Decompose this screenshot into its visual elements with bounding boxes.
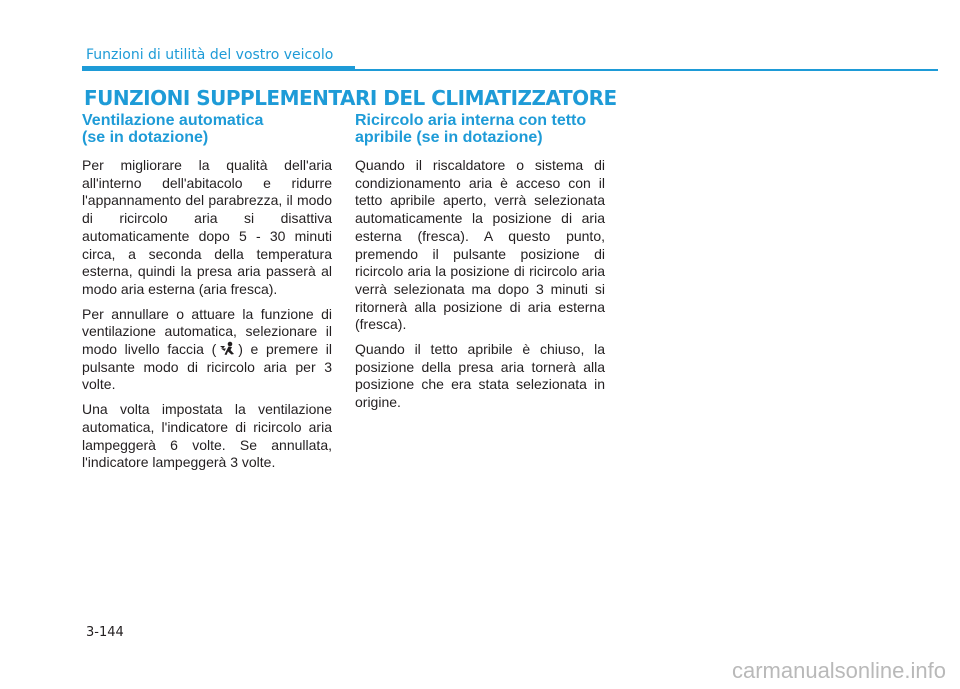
right-column [355, 112, 605, 419]
paragraph: Una volta impostata la ventilazione automatica, l'indicatore di ricircolo aria lampeggerà 6 volte. Se annullata, l'indicatore lampeggerà 3 volte. [82, 401, 332, 471]
paragraph-with-icon [82, 306, 332, 395]
heading-ricircolo-aria-interna: Ricircolo aria interna con tetto apribile (se in dotazione) [355, 112, 587, 146]
paragraph: Per migliorare la qualità dell'aria all'interno dell'abitacolo e ridurre l'appannamento del parabrezza, il modo di ricircolo aria si disattiva automaticamente dopo 5 - 30 minuti circa, a seconda della temperatura esterna, quindi la presa aria passerà al modo aria esterna (aria fresca). [82, 157, 332, 297]
section-title: FUNZIONI SUPPLEMENTARI DEL CLIMATIZZATORE [84, 86, 617, 110]
left-column [82, 112, 332, 479]
header-accent-bar [82, 66, 355, 71]
watermark: carmanualsonline.info [731, 658, 946, 683]
page-number: 3-144 [86, 625, 124, 640]
paragraph-text: ) e premere il pulsante modo di ricircolo aria per 3 volte. [82, 341, 332, 393]
chapter-label: Funzioni di utilità del vostro veicolo [86, 47, 334, 63]
paragraph: Quando il tetto apribile è chiuso, la posizione della presa aria tornerà alla posizione che era stata selezionata in origine. [355, 341, 605, 411]
paragraph: Quando il riscaldatore o sistema di condizionamento aria è acceso con il tetto apribile aperto, verrà selezionata automaticamente la posizione di aria esterna (fresca). A questo punto, premendo il pulsante posizione di ricircolo aria la posizione di ricircolo aria verrà selezionata ma dopo 3 minuti si ritornerà alla posizione di aria esterna (fresca). [355, 157, 605, 333]
paragraph-text: Per annullare o attuare la funzione di ventilazione automatica, selezionare il modo livello faccia ( [82, 305, 332, 358]
face-level-mode-icon [218, 341, 236, 357]
heading-ventilazione-automatica: Ventilazione automatica (se in dotazione) [82, 112, 264, 146]
header-rule [355, 69, 938, 71]
